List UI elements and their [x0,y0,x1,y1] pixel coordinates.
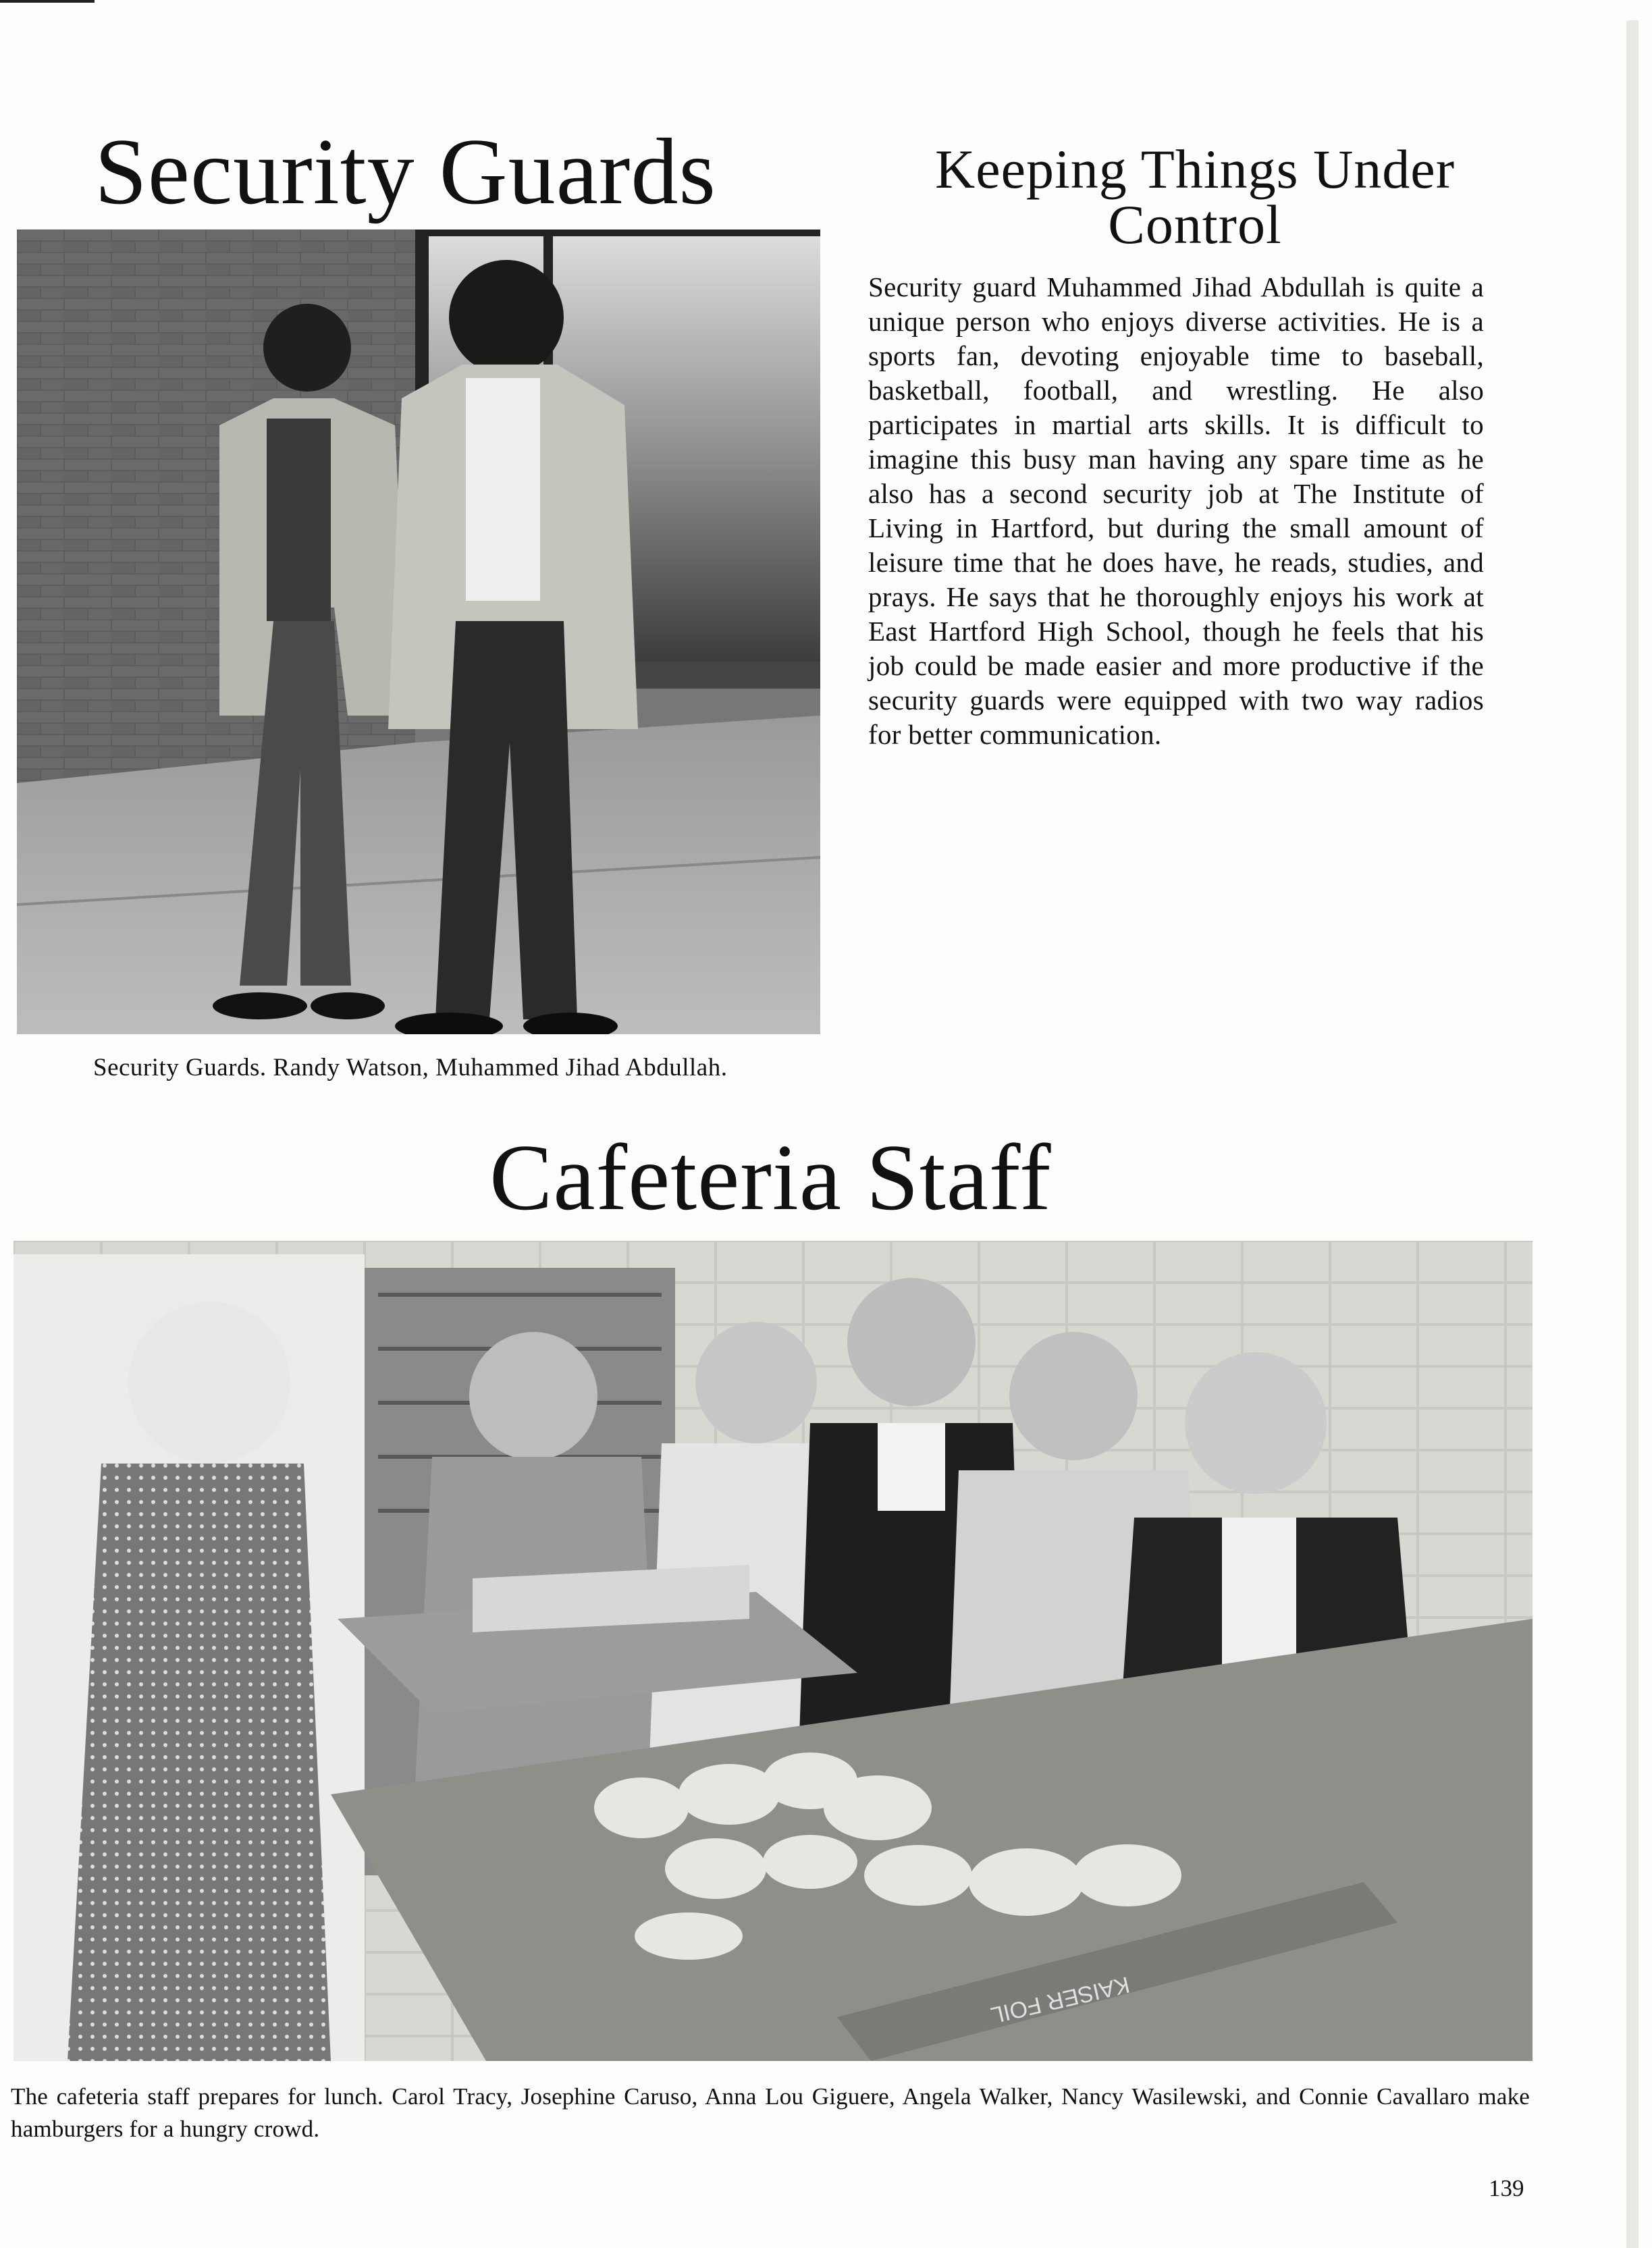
cafeteria-staff-photo-image [14,1241,1533,2061]
page-number: 139 [1489,2175,1524,2201]
article-body: Security guard Muhammed Jihad Abdullah is quite a unique person who enjoys diverse activities. He is a sports fan, devoting enjoyable time to baseball, basketball, football, and wrestling. He also participates in martial arts skills. It is difficult to imagine this busy man having any spare time as he also has a second security job at The Institute of Living in Hartford, but during the small amount of leisure time that he does have, he reads, studies, and prays. He says that he thoroughly enjoys his work at East Hartford High School, though he feels that his job could be made easier and more productive if the security guards were equipped with two way radios for better communication. [868,271,1484,750]
security-guards-photo [17,230,820,1034]
page-edge-shadow [1626,20,1638,2248]
top-rule [0,0,95,3]
article-title: Keeping Things Under Control [934,138,1455,255]
security-guards-caption: Security Guards. Randy Watson, Muhammed Jihad Abdullah. [93,1054,728,1081]
security-guards-heading: Security Guards [95,119,716,224]
cafeteria-staff-caption: The cafeteria staff prepares for lunch. Carol Tracy, Josephine Caruso, Anna Lou Giguere, Angela Walker, Nancy Wasilewski, and Connie Cavallaro make hamburgers for a hungry crowd. [11,2083,1530,2142]
security-guards-photo-image [17,230,820,1034]
cafeteria-staff-heading: Cafeteria Staff [489,1125,1052,1230]
foil-box-label: KAISER FOIL [988,1971,1132,2029]
cafeteria-staff-photo [14,1241,1533,2061]
